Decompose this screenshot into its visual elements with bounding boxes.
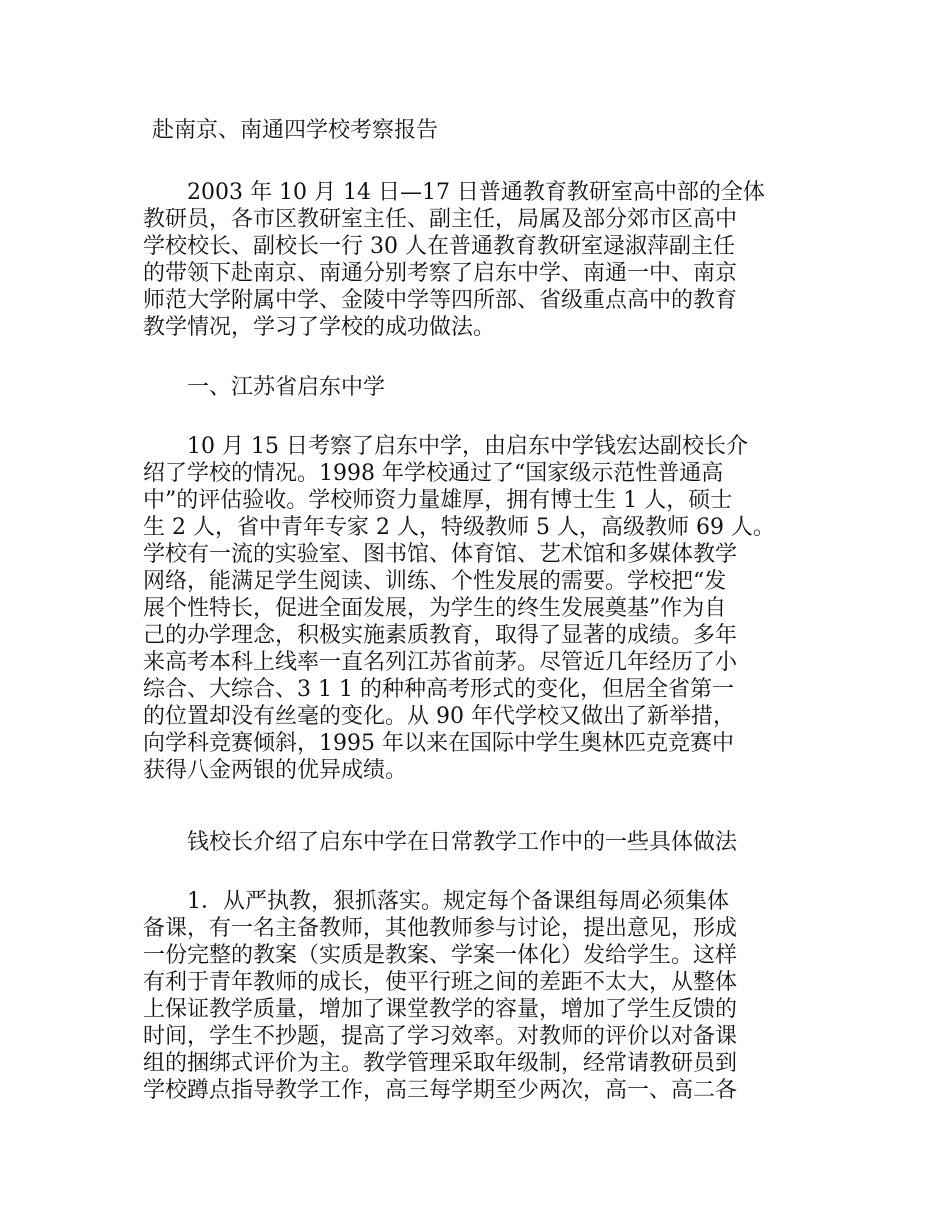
paragraph-line: 生 2 人，省中青年专家 2 人，特级教师 5 人，高级教师 69 人。 (143, 515, 775, 540)
section-heading-text: 一、江苏省启东中学 (143, 375, 386, 400)
paragraph-line: 获得八金两银的优异成绩。 (143, 758, 408, 783)
paragraph-line: 学校校长、副校长一行 30 人在普通教育教研室逯淑萍副主任 (143, 234, 735, 259)
paragraph-line: 己的办学理念，积极实施素质教育，取得了显著的成绩。多年 (143, 623, 738, 648)
paragraph-line: 来高考本科上线率一直名列江苏省前茅。尽管近几年经历了小 (143, 650, 738, 675)
paragraph-line: 钱校长介绍了启东中学在日常教学工作中的一些具体做法 (143, 830, 738, 855)
paragraph-line: 的位置却没有丝毫的变化。从 90 年代学校又做出了新举措， (143, 704, 735, 729)
paragraph-line: 教学情况，学习了学校的成功做法。 (143, 315, 496, 340)
paragraph-line: 向学科竞赛倾斜，1995 年以来在国际中学生奥林匹克竞赛中 (143, 731, 734, 756)
paragraph-line: 教研员，各市区教研室主任、副主任，局属及部分郊市区高中 (143, 207, 738, 232)
paragraph-line: 绍了学校的情况。1998 年学校通过了“国家级示范性普通高 (143, 461, 724, 486)
document-title: 赴南京、南通四学校考察报告 (152, 118, 439, 143)
paragraph-line: 2003 年 10 月 14 日—17 日普通教育教研室高中部的全体 (143, 180, 765, 205)
paragraph-line: 师范大学附属中学、金陵中学等四所部、省级重点高中的教育 (143, 288, 738, 313)
paragraph-line: 备课，有一名主备教师，其他教师参与讨论，提出意见，形成 (143, 916, 738, 941)
paragraph-line: 学校有一流的实验室、图书馆、体育馆、艺术馆和多媒体教学 (143, 542, 738, 567)
paragraph-line: 一份完整的教案（实质是教案、学案一体化）发给学生。这样 (143, 943, 738, 968)
paragraph-line: 展个性特长，促进全面发展，为学生的终生发展奠基”作为自 (143, 596, 727, 621)
paragraph-line: 的带领下赴南京、南通分别考察了启东中学、南通一中、南京 (143, 261, 738, 286)
paragraph-line: 有利于青年教师的成长，使平行班之间的差距不太大，从整体 (143, 970, 738, 995)
paragraph-line: 组的捆绑式评价为主。教学管理采取年级制，经常请教研员到 (143, 1051, 738, 1076)
paragraph-line: 10 月 15 日考察了启东中学，由启东中学钱宏达副校长介 (143, 434, 748, 459)
paragraph-line: 1．从严执教，狠抓落实。规定每个备课组每周必须集体 (143, 889, 729, 914)
paragraph-line: 网络，能满足学生阅读、训练、个性发展的需要。学校把“发 (143, 569, 727, 594)
paragraph-line: 上保证教学质量，增加了课堂教学的容量，增加了学生反馈的 (143, 997, 738, 1022)
paragraph-line: 中”的评估验收。学校师资力量雄厚，拥有博士生 1 人，硕士 (143, 488, 733, 513)
paragraph-line: 时间，学生不抄题，提高了学习效率。对教师的评价以对备课 (143, 1024, 738, 1049)
paragraph-line: 学校蹲点指导教学工作，高三每学期至少两次，高一、高二各 (143, 1078, 738, 1103)
paragraph-line: 综合、大综合、3 1 1 的种种高考形式的变化，但居全省第一 (143, 677, 734, 702)
